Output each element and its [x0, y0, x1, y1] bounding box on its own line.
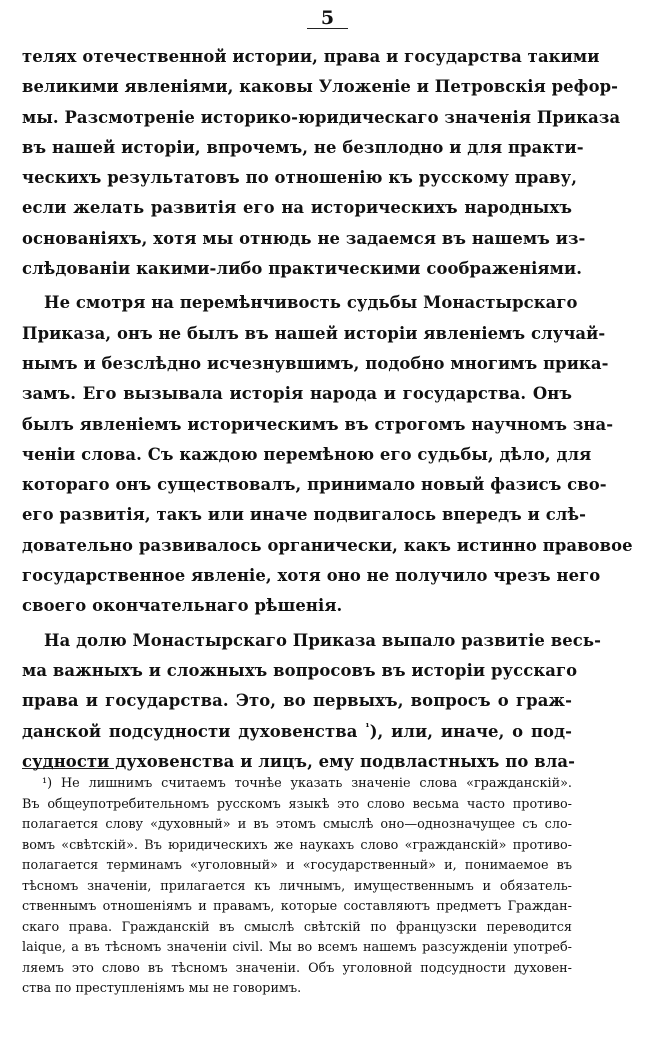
text-line: основанiяхъ, хотя мы отнюдь не задаемся въ нашемъ из- — [22, 228, 586, 248]
text-line-with-footnote — [22, 717, 572, 747]
text-line: Не смотря на перемѣнчивость судьбы Монастырскаго — [44, 293, 578, 313]
text-fragment: данской подсудности духовенства — [22, 721, 358, 741]
footnote-line: Въ общеупотребительномъ русскомъ языкѣ это слово весьма часто противо- — [22, 796, 572, 812]
page-number-text: 5 — [307, 8, 348, 29]
text-line: слѣдованiи какими-либо практическими соображенiями. — [22, 259, 583, 279]
footnote-line: ляемъ это слово въ тѣсномъ значенiи. Объ уголовной подсудности духовен- — [22, 960, 572, 976]
text-line: Приказа, онъ не былъ въ нашей исторiи явленiемъ случай- — [22, 323, 606, 343]
text-line: былъ явленiемъ историческимъ въ строгомъ научномъ зна- — [22, 414, 614, 434]
footnote-ref: ¹ — [365, 722, 370, 734]
text-line: замъ. Его вызывала исторiя народа и государства. Онъ — [22, 384, 572, 404]
text-line: права и государства. Это, во первыхъ, вопросъ о граж- — [22, 691, 572, 711]
footnotes — [22, 774, 572, 1000]
text-line: его развитiя, такъ или иначе подвигалось впередъ и слѣ- — [22, 505, 586, 525]
text-line: На долю Монастырскаго Приказа выпало развитiе весь- — [44, 630, 601, 650]
footnote-line: ства по преступленiямъ мы не говоримъ. — [22, 981, 302, 996]
text-line: нымъ и безслѣдно исчезнувшимъ, подобно многимъ прика- — [22, 353, 609, 373]
text-line: если желать развитiя его на историческихъ народныхъ — [22, 198, 572, 218]
text-line: въ нашей исторiи, впрочемъ, не безплодно и для практи- — [22, 137, 584, 157]
text-line: довательно развивалось органически, какъ истинно правовое — [22, 535, 633, 555]
text-fragment: ), или, иначе, о под- — [369, 721, 573, 741]
text-line: своего окончательнаго рѣшенiя. — [22, 596, 343, 616]
text-line: ческихъ результатовъ по отношенiю къ русскому праву, — [22, 168, 578, 188]
text-line: мы. Разсмотренiе историко-юридическаго значенiя Приказа — [22, 107, 621, 127]
footnote-line: laique, а въ тѣсномъ значенiи civil. Мы во всемъ нашемъ разсужденiи употреб- — [22, 940, 572, 955]
page-number — [0, 6, 655, 30]
text-line: котораго онъ существовалъ, принимало новый фазисъ сво- — [22, 475, 607, 495]
text-line: телях отечественной истории, права и государства такими — [22, 47, 600, 66]
footnote-line: тѣсномъ значенiи, прилагается къ личнымъ, имущественнымъ и обязатель- — [22, 878, 572, 894]
text-line: судности духовенства и лицъ, ему подвластныхъ по вла- — [22, 751, 575, 771]
text-line: великими явленiями, каковы Уложенiе и Петровскiя рефор- — [22, 77, 619, 97]
body-text — [22, 42, 633, 777]
footnote-line: полагается терминамъ «уголовный» и «государственный» и, понимаемое въ — [22, 858, 572, 873]
text-line: ченiи слова. Съ каждою перемѣною его судьбы, дѣло, для — [22, 444, 592, 464]
footnote-divider — [22, 768, 114, 769]
text-line: ма важныхъ и сложныхъ вопросовъ въ исторiи русскаго — [22, 660, 578, 680]
footnote-line: полагается слову «духовный» и въ этомъ смыслѣ оно—однозначущее съ сло- — [22, 817, 572, 832]
footnote-line: скаго права. Гражданскiй въ смыслѣ свѣтскiй по французски переводится — [22, 919, 572, 935]
text-line: государственное явленiе, хотя оно не получило чрезъ него — [22, 566, 601, 586]
footnote-line: ¹) Не лишнимъ считаемъ точнѣе указать значенiе слова «гражданскiй». — [42, 776, 572, 791]
footnote-line: вомъ «свѣтскiй». Въ юридическихъ же наукахъ слово «гражданскiй» противо- — [22, 837, 572, 853]
footnote-line: ственнымъ отношенiямъ и правамъ, которые составляютъ предметъ Граждан- — [22, 899, 572, 914]
